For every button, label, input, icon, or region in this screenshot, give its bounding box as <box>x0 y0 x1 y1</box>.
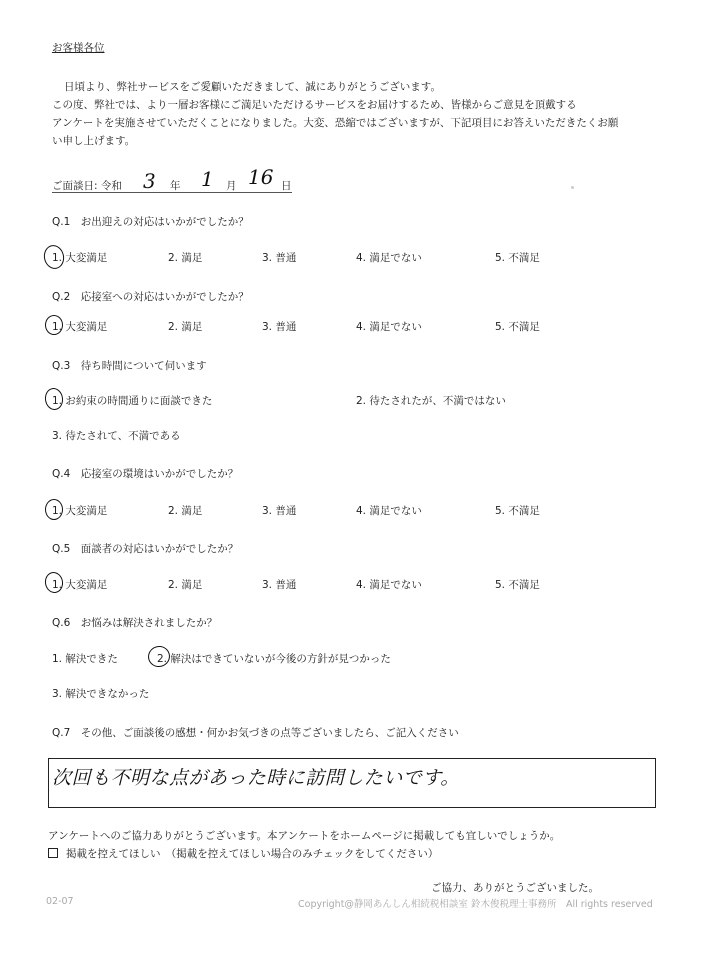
q1-option-4[interactable]: 4. 満足でない <box>356 252 422 264</box>
publish-opt-out[interactable] <box>48 846 438 861</box>
date-underline <box>52 192 292 193</box>
q4-option-2[interactable]: 2. 満足 <box>168 505 203 517</box>
q5-label: Q.5 面談者の対応はいかがでしたか？ <box>52 543 239 555</box>
salutation: お客様各位 <box>52 42 105 54</box>
date-day-value: 16 <box>248 165 274 189</box>
q2-option-2[interactable]: 2. 満足 <box>168 321 203 333</box>
q1-selected-circle <box>42 243 67 271</box>
q7-label: Q.7 その他、ご面談後の感想・何かお気づきの点等ございましたら、ご記入ください <box>52 727 459 739</box>
publish-opt-out-checkbox[interactable] <box>48 848 58 858</box>
q2-option-4[interactable]: 4. 満足でない <box>356 321 422 333</box>
q6-label: Q.6 お悩みは解決されましたか？ <box>52 617 218 629</box>
publish-opt-out-label: 掲載を控えてほしい （掲載を控えてほしい場合のみチェックをしてください） <box>66 848 439 860</box>
intro-line-2: この度、弊社では、より一層お客様にご満足いただけるサービスをお届けするため、皆様からご意見を頂戴する <box>52 99 577 111</box>
q1-option-1[interactable]: 1. 大変満足 <box>52 252 108 264</box>
q7-handwritten-answer: 次回も不明な点があった時に訪問したいです。 <box>52 767 460 789</box>
intro-line-3: アンケートを実施させていただくことになりました。大変、恐縮ではございますが、下記項目にお答えいただきたくお願 <box>52 117 619 129</box>
q4-option-5[interactable]: 5. 不満足 <box>495 505 540 517</box>
q4-option-3[interactable]: 3. 普通 <box>262 505 297 517</box>
q3-option-2[interactable]: 2. 待たされたが、不満ではない <box>356 395 506 407</box>
intro-line-1: 日頃より、弊社サービスをご愛顧いただきまして、誠にありがとうございます。 <box>64 81 441 93</box>
q3-label: Q.3 待ち時間について伺います <box>52 360 207 372</box>
q5-option-1[interactable]: 1. 大変満足 <box>52 579 108 591</box>
q2-option-3[interactable]: 3. 普通 <box>262 321 297 333</box>
q2-label: Q.2 応接室への対応はいかがでしたか？ <box>52 291 249 303</box>
publish-question: アンケートへのご協力ありがとうございます。本アンケートをホームページに掲載しても宜しいでしょうか。 <box>48 830 561 842</box>
date-label: ご面談日: 令和 <box>52 180 122 192</box>
q1-option-3[interactable]: 3. 普通 <box>262 252 297 264</box>
q1-option-5[interactable]: 5. 不満足 <box>495 252 540 264</box>
intro-line-4: い申し上げます。 <box>52 135 136 147</box>
date-month-unit: 月 <box>226 180 237 192</box>
q2-option-5[interactable]: 5. 不満足 <box>495 321 540 333</box>
q5-option-4[interactable]: 4. 満足でない <box>356 579 422 591</box>
form-code: 02-07 <box>46 896 74 907</box>
date-day-unit: 日 <box>281 180 292 192</box>
q5-option-5[interactable]: 5. 不満足 <box>495 579 540 591</box>
q4-option-4[interactable]: 4. 満足でない <box>356 505 422 517</box>
q4-label: Q.4 応接室の環境はいかがでしたか？ <box>52 468 239 480</box>
q1-label: Q.1 お出迎えの対応はいかがでしたか？ <box>52 216 249 228</box>
q3-option-3[interactable]: 3. 待たされて、不満である <box>52 430 181 442</box>
date-month-value: 1 <box>201 167 214 191</box>
date-year-unit: 年 <box>170 180 181 192</box>
copyright: Copyright@静岡あんしん相続税相談室 鈴木俊税理士事務所 All rights reserved <box>298 899 653 910</box>
q6-option-3[interactable]: 3. 解決できなかった <box>52 688 150 700</box>
q1-option-2[interactable]: 2. 満足 <box>168 252 203 264</box>
q2-option-1[interactable]: 1. 大変満足 <box>52 321 108 333</box>
q3-option-1[interactable]: 1. お約束の時間通りに面談できた <box>52 395 213 407</box>
scan-speck <box>571 186 574 189</box>
q4-option-1[interactable]: 1. 大変満足 <box>52 505 108 517</box>
q2-selected-circle <box>45 315 63 335</box>
date-year-value: 3 <box>143 169 156 193</box>
q5-option-2[interactable]: 2. 満足 <box>168 579 203 591</box>
q6-option-1[interactable]: 1. 解決できた <box>52 653 118 665</box>
q5-option-3[interactable]: 3. 普通 <box>262 579 297 591</box>
q4-selected-circle <box>45 499 63 520</box>
closing-message: ご協力、ありがとうございました。 <box>431 882 599 894</box>
q6-option-2[interactable]: 2. 解決はできていないが今後の方針が見つかった <box>157 653 391 665</box>
